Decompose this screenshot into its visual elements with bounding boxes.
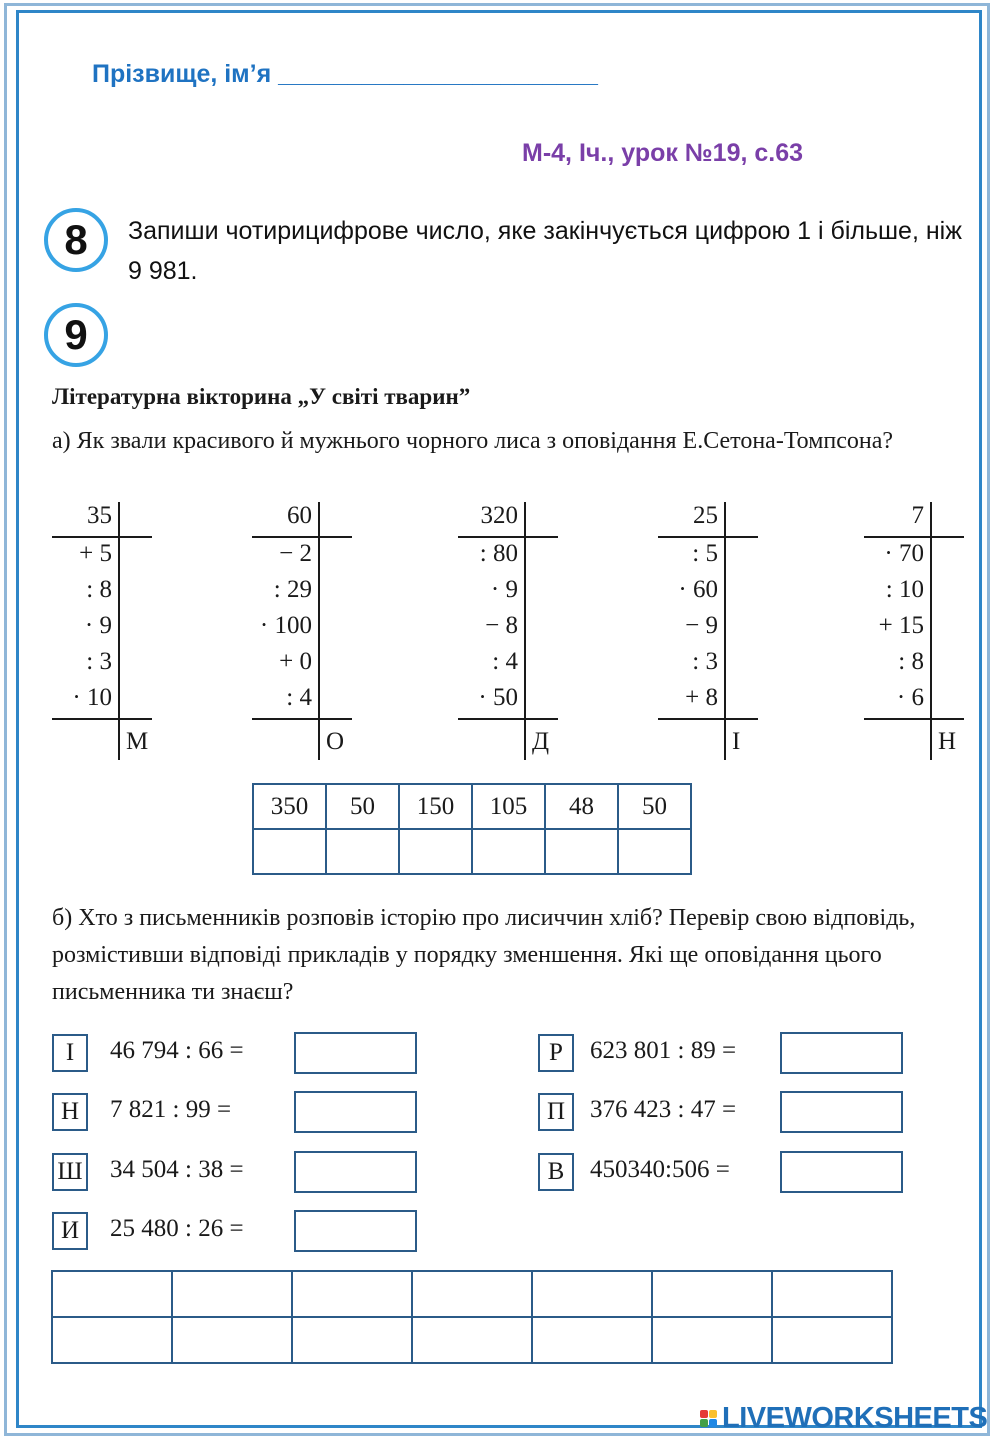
answer-cell[interactable] (52, 1271, 172, 1317)
chain-letter: І (732, 728, 741, 755)
example-i (52, 1032, 422, 1076)
example-expression: 623 801 : 89 = (590, 1037, 737, 1064)
example-expression: 376 423 : 47 = (590, 1096, 737, 1123)
answer-input[interactable] (780, 1091, 903, 1133)
answer-value-cell: 150 (399, 784, 472, 829)
chain-top-line (52, 536, 152, 538)
example-y (52, 1210, 422, 1254)
chain-op: + 0 (279, 648, 312, 675)
chain-op: · 10 (72, 684, 112, 711)
answer-cell[interactable] (532, 1271, 652, 1317)
chain-op: − 8 (485, 612, 518, 639)
answer-letter-input[interactable] (545, 829, 618, 874)
answer-cell[interactable] (412, 1317, 532, 1363)
chain-letter: М (126, 728, 149, 755)
example-letter: І (52, 1034, 88, 1072)
answer-value-cell: 105 (472, 784, 545, 829)
answer-cell[interactable] (292, 1317, 412, 1363)
chain-bottom-line (458, 718, 558, 720)
chain-top-line (458, 536, 558, 538)
chain-start: 25 (693, 502, 718, 529)
chain-op: · 100 (259, 612, 312, 639)
answer-input[interactable] (780, 1032, 903, 1074)
chain-divider (524, 502, 526, 760)
answer-cell[interactable] (652, 1271, 772, 1317)
answer-input[interactable] (294, 1032, 417, 1074)
answer-cell[interactable] (52, 1317, 172, 1363)
chain-i (658, 500, 788, 762)
chain-n (864, 500, 994, 762)
answer-letter-input[interactable] (472, 829, 545, 874)
chain-letter: Д (532, 728, 550, 755)
chain-op: · 70 (884, 540, 924, 567)
answer-grid-b (51, 1270, 893, 1364)
chain-op: · 6 (896, 684, 924, 711)
chain-bottom-line (252, 718, 352, 720)
answer-cell[interactable] (172, 1317, 292, 1363)
liveworksheets-logo[interactable]: LIVEWORKSHEETS (722, 1402, 988, 1434)
chain-start: 7 (911, 502, 924, 529)
example-expression: 25 480 : 26 = (110, 1215, 244, 1242)
answer-letter-input[interactable] (399, 829, 472, 874)
answer-cell[interactable] (412, 1271, 532, 1317)
chain-op: : 5 (692, 540, 718, 567)
answer-input[interactable] (294, 1151, 417, 1193)
chain-op: + 8 (685, 684, 718, 711)
chain-top-line (864, 536, 964, 538)
example-letter: Н (52, 1093, 88, 1131)
answer-cell[interactable] (172, 1271, 292, 1317)
chain-op: + 15 (878, 612, 924, 639)
chain-op: : 3 (86, 648, 112, 675)
chain-op: : 8 (86, 576, 112, 603)
task-8-text: Запиши чотирицифрове число, яке закінчується цифрою 1 і більше, ніж 9 981. (128, 217, 962, 285)
quiz-title: Літературна вікторина „У світі тварин” (52, 384, 471, 409)
chain-op: · 60 (678, 576, 718, 603)
answer-letter-input[interactable] (253, 829, 326, 874)
answer-value-cell: 50 (618, 784, 691, 829)
example-n (52, 1091, 422, 1135)
chain-d (458, 500, 588, 762)
chain-top-line (252, 536, 352, 538)
chain-op: · 9 (490, 576, 518, 603)
answer-grid-a (252, 783, 692, 875)
chain-divider (318, 502, 320, 760)
example-r (538, 1032, 908, 1076)
answer-letter-input[interactable] (326, 829, 399, 874)
chain-bottom-line (864, 718, 964, 720)
chain-op: : 80 (479, 540, 518, 567)
example-expression: 34 504 : 38 = (110, 1156, 244, 1183)
answer-cell[interactable] (292, 1271, 412, 1317)
chain-op: − 2 (279, 540, 312, 567)
question-a: а) Як звали красивого й мужнього чорного лиса з оповідання Е.Сетона-Томпсона? (52, 428, 894, 454)
chain-op: : 4 (286, 684, 312, 711)
chain-bottom-line (658, 718, 758, 720)
chain-start: 35 (87, 502, 112, 529)
answer-cell[interactable] (532, 1317, 652, 1363)
lesson-reference: М-4, Іч., урок №19, с.63 (522, 139, 804, 167)
chain-m (52, 500, 182, 762)
example-letter: Ш (52, 1153, 88, 1191)
chain-op: : 10 (885, 576, 924, 603)
chain-op: : 3 (692, 648, 718, 675)
chain-top-line (658, 536, 758, 538)
example-letter: Р (538, 1034, 574, 1072)
chain-bottom-line (52, 718, 152, 720)
example-expression: 46 794 : 66 = (110, 1037, 244, 1064)
answer-value-cell: 350 (253, 784, 326, 829)
answer-cell[interactable] (652, 1317, 772, 1363)
chain-divider (724, 502, 726, 760)
answer-input[interactable] (780, 1151, 903, 1193)
task-8-number: 8 (44, 208, 108, 272)
answer-cell[interactable] (772, 1271, 892, 1317)
name-line: Прізвище, ім’я _______________________ (92, 60, 598, 88)
chain-divider (930, 502, 932, 760)
example-sh (52, 1151, 422, 1195)
example-letter: И (52, 1212, 88, 1250)
answer-value-cell: 48 (545, 784, 618, 829)
chain-op: + 5 (79, 540, 112, 567)
chain-op: · 50 (478, 684, 518, 711)
chain-start: 320 (480, 502, 518, 529)
task-9-number: 9 (44, 303, 108, 367)
example-letter: В (538, 1153, 574, 1191)
chain-divider (118, 502, 120, 760)
answer-input[interactable] (294, 1091, 417, 1133)
chain-letter: О (326, 728, 345, 755)
chain-start: 60 (287, 502, 312, 529)
chain-op: − 9 (685, 612, 718, 639)
example-v (538, 1151, 908, 1195)
chain-letter: Н (938, 728, 957, 755)
chain-op: : 4 (492, 648, 518, 675)
question-b: б) Хто з письменників розповів історію про лисиччин хліб? Перевір свою відповідь, розмістивши відповіді прикладів у порядку зменшення. Які ще оповідання цього письменника ти знаєш? (52, 905, 916, 1005)
example-expression: 7 821 : 99 = (110, 1096, 232, 1123)
example-p (538, 1091, 908, 1135)
liveworksheets-logo-icon (700, 1410, 718, 1436)
chain-op: · 9 (84, 612, 112, 639)
example-letter: П (538, 1093, 574, 1131)
answer-value-cell: 50 (326, 784, 399, 829)
chain-o (252, 500, 382, 762)
answer-cell[interactable] (772, 1317, 892, 1363)
answer-input[interactable] (294, 1210, 417, 1252)
answer-letter-input[interactable] (618, 829, 691, 874)
example-expression: 450340:506 = (590, 1156, 730, 1183)
chain-op: : 29 (273, 576, 312, 603)
chain-op: : 8 (898, 648, 924, 675)
